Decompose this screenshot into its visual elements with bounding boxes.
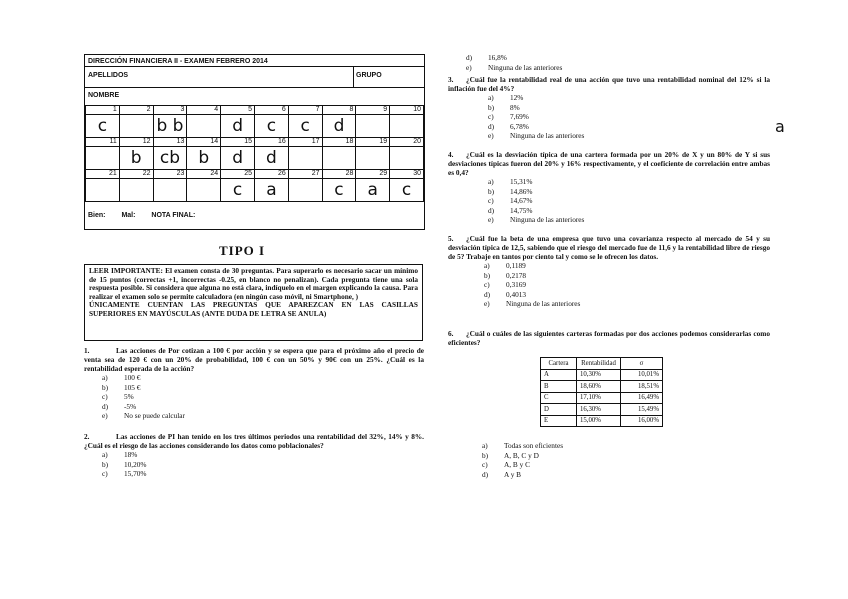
question-2-text: 2. Las acciones de PI han tenido en los tres últimos periodos una rentabilidad del 32%, 14% y 8%. ¿Cuál es el riesgo de las acciones considerando los datos como poblacionales? — [84, 432, 424, 450]
table-header-row — [541, 358, 663, 370]
cell-number: 4 — [187, 106, 221, 115]
option[interactable]: a) 12% — [488, 93, 524, 102]
option[interactable]: d) 0,4013 — [484, 289, 527, 299]
question-5-text: 5. ¿Cuál fue la beta de una empresa que tuvo una covarianza respecto al mercado de 54 y su desviación típica de 12,5, sabiendo que el riesgo del mercado fue de 11,6 y la rentabilidad libre de riesgo de 5? Trabaje en tantos por ciento tal y como se le ofrecen los datos. — [448, 234, 770, 261]
question-number: 6. — [448, 329, 454, 338]
divider — [85, 66, 424, 67]
option[interactable]: d) A y B — [482, 469, 522, 479]
instructions-caps: ÚNICAMENTE CUENTAN LAS PREGUNTAS QUE APAREZCAN EN LAS CASILLAS SUPERIORES EN MAYÚSCULAS (ANTE DUDA DE LETRA SE ANULA) — [89, 300, 418, 318]
option[interactable]: e) No se puede calcular — [102, 411, 185, 421]
cell-number: 9 — [356, 106, 390, 115]
option[interactable]: d) 6,78% — [488, 121, 529, 131]
divider — [85, 87, 424, 88]
answer-cell[interactable] — [119, 179, 153, 202]
question-6-options — [482, 441, 770, 479]
answer-cell[interactable] — [86, 179, 120, 202]
option[interactable]: b) 8% — [488, 102, 520, 112]
exam-title: DIRECCIÓN FINANCIERA II - EXAMEN FEBRERO 2014 — [88, 58, 268, 65]
option[interactable]: e) Ninguna de las anteriores — [488, 131, 585, 141]
option[interactable]: a) Todas son eficientes — [482, 441, 564, 450]
cell-number: 11 — [86, 138, 120, 147]
score-row — [88, 212, 209, 219]
question-6-text: 6. ¿Cuál o cuáles de las siguientes carteras formadas por dos acciones podemos considerarlas como eficientes? — [448, 329, 770, 347]
option[interactable]: a) 100 € — [102, 373, 141, 382]
question-2-options — [102, 450, 424, 479]
cell-number: 25 — [221, 170, 255, 179]
question-5 — [448, 234, 770, 309]
option[interactable]: d) -5% — [102, 401, 137, 411]
option[interactable]: c) 0,3169 — [484, 280, 527, 290]
option[interactable]: c) 14,67% — [488, 196, 533, 206]
question-6 — [448, 329, 770, 479]
answer-cell[interactable]: b — [187, 147, 221, 170]
cell-number: 18 — [322, 138, 356, 147]
portfolios-table — [540, 357, 663, 427]
instructions-text: LEER IMPORTANTE: El examen consta de 30 preguntas. Para superarlo es necesario sacar un mínimo de 15 puntos (correctas +1, incorrectas -0.25, en blanco no penalizan). Cada pregunta tiene una sola respuesta posible. Si considera que alguna no está clara, indíquelo en el margen explicando la causa. Para realizar el examen solo se permite calculadora (en ningún caso móvil, ni Smartphone, ) — [89, 266, 418, 301]
table-row: D 16,30% 15,49% — [541, 404, 663, 416]
question-5-options — [484, 261, 770, 309]
table-row: C 17,10% 16,49% — [541, 392, 663, 404]
cell-number: 29 — [356, 170, 390, 179]
grid-number-row — [86, 106, 424, 115]
option[interactable]: e) Ninguna de las anteriores — [488, 215, 585, 225]
grupo-label: GRUPO — [356, 72, 382, 79]
cell-number: 12 — [119, 138, 153, 147]
cell-number: 19 — [356, 138, 390, 147]
answer-cell[interactable]: d — [221, 115, 255, 138]
answer-cell[interactable] — [187, 115, 221, 138]
option[interactable]: c) A, B y C — [482, 460, 530, 470]
answer-cell[interactable]: c — [288, 115, 322, 138]
grid-answer-row — [86, 115, 424, 138]
answer-cell[interactable]: c — [390, 179, 424, 202]
answer-cell[interactable] — [356, 115, 390, 138]
cell-number: 24 — [187, 170, 221, 179]
cell-number: 26 — [255, 170, 289, 179]
cell-number: 5 — [221, 106, 255, 115]
answer-cell[interactable] — [390, 147, 424, 170]
cell-number: 15 — [221, 138, 255, 147]
option[interactable]: e) Ninguna de las anteriores — [484, 299, 581, 309]
answer-cell[interactable]: c — [322, 179, 356, 202]
option[interactable]: b) 105 € — [102, 382, 141, 392]
answer-cell[interactable]: c — [86, 115, 120, 138]
question-number: 4. — [448, 150, 454, 159]
answer-cell[interactable]: c — [255, 115, 289, 138]
answer-cell[interactable]: a — [356, 179, 390, 202]
cell-number: 3 — [153, 106, 187, 115]
question-1 — [84, 346, 424, 421]
question-number: 5. — [448, 234, 454, 243]
cell-number: 13 — [153, 138, 187, 147]
table-row: A 10,30% 10,01% — [541, 369, 663, 381]
answer-cell[interactable]: d — [322, 115, 356, 138]
cell-number: 8 — [322, 106, 356, 115]
nota-final-label: NOTA FINAL: — [151, 212, 196, 219]
question-2-options — [466, 53, 766, 72]
cell-number: 20 — [390, 138, 424, 147]
option[interactable]: c) 15,70% — [102, 469, 147, 479]
option[interactable]: d) 14,75% — [488, 205, 533, 215]
cell-number: 6 — [255, 106, 289, 115]
answer-cell[interactable]: c — [221, 179, 255, 202]
cell-number: 22 — [119, 170, 153, 179]
option[interactable]: c) 7,69% — [488, 112, 529, 122]
question-4-options — [488, 177, 770, 225]
question-1-text: 1. Las acciones de Por cotizan a 100 € por acción y se espera que para el próximo año el precio de venta sea de 120 € con un 20% de probabilidad, 100 € con un 50% y 90€ con un 25%. ¿Cuál es la rentabilidad esperada de la acción? — [84, 346, 424, 373]
question-2 — [84, 432, 424, 479]
instructions-box — [84, 264, 423, 341]
question-3-text: 3. ¿Cuál fue la rentabilidad real de una acción que tuvo una rentabilidad nominal del 12% si la inflación fue del 4%? — [448, 75, 770, 93]
option[interactable]: a) 0,1189 — [484, 261, 526, 270]
grid-number-row — [86, 170, 424, 179]
answer-cell[interactable] — [288, 179, 322, 202]
cell-number: 28 — [322, 170, 356, 179]
answer-cell[interactable]: d — [221, 147, 255, 170]
apellidos-label: APELLIDOS — [88, 72, 129, 79]
cell-number: 10 — [390, 106, 424, 115]
cell-number: 21 — [86, 170, 120, 179]
question-4 — [448, 150, 770, 225]
exam-type-heading: TIPO I — [219, 243, 266, 258]
option[interactable]: a) 15,31% — [488, 177, 533, 186]
answer-cell[interactable]: cb — [153, 147, 187, 170]
divider — [353, 66, 354, 88]
column-header: Rentabilidad — [577, 358, 621, 370]
cell-number: 27 — [288, 170, 322, 179]
column-header: σ — [621, 358, 663, 370]
question-number: 2. — [84, 432, 90, 441]
table-row: B 18,60% 18,51% — [541, 381, 663, 393]
question-1-options — [102, 373, 424, 421]
option[interactable]: e) Ninguna de las anteriores — [466, 62, 563, 72]
option[interactable]: a) 18% — [102, 450, 138, 459]
nombre-label: NOMBRE — [88, 92, 120, 99]
column-header: Cartera — [541, 358, 577, 370]
question-4-text: 4. ¿Cuál es la desviación típica de una cartera formada por un 20% de X y un 80% de Y si sus desviaciones típicas fueron del 20% y 16% respectivamente, y el coeficiente de correlación entre ambas es 0,4? — [448, 150, 770, 177]
question-number: 1. — [84, 346, 90, 355]
option[interactable]: c) 5% — [102, 392, 134, 402]
answer-cell[interactable] — [86, 147, 120, 170]
answer-cell[interactable] — [153, 179, 187, 202]
option[interactable]: b) A, B, C y D — [482, 450, 539, 460]
option[interactable]: d) 16,8% — [466, 53, 507, 62]
cell-number: 17 — [288, 138, 322, 147]
cell-number: 7 — [288, 106, 322, 115]
answer-cell[interactable] — [390, 115, 424, 138]
cell-number: 14 — [187, 138, 221, 147]
grid-answer-row — [86, 147, 424, 170]
cell-number: 30 — [390, 170, 424, 179]
answer-grid — [85, 105, 424, 202]
grid-number-row — [86, 138, 424, 147]
option[interactable]: b) 14,86% — [488, 186, 533, 196]
cell-number: 16 — [255, 138, 289, 147]
option[interactable]: b) 10,20% — [102, 459, 147, 469]
answer-cell[interactable]: a — [255, 179, 289, 202]
answer-cell[interactable]: b b — [153, 115, 187, 138]
question-3-options — [488, 93, 770, 141]
option[interactable]: b) 0,2178 — [484, 270, 527, 280]
answer-cell[interactable]: d — [255, 147, 289, 170]
mal-label: Mal: — [121, 212, 136, 219]
answer-cell[interactable] — [322, 147, 356, 170]
answer-sheet-header — [84, 54, 425, 230]
question-2-continued — [466, 53, 766, 72]
cell-number: 2 — [119, 106, 153, 115]
grid-answer-row — [86, 179, 424, 202]
cell-number: 23 — [153, 170, 187, 179]
answer-cell[interactable] — [288, 147, 322, 170]
bien-label: Bien: — [88, 212, 106, 219]
question-3 — [448, 75, 770, 141]
answer-cell[interactable] — [356, 147, 390, 170]
answer-cell[interactable] — [187, 179, 221, 202]
question-number: 3. — [448, 75, 454, 84]
cell-number: 1 — [86, 106, 120, 115]
answer-cell[interactable]: b — [119, 147, 153, 170]
table-row: E 15,00% 16,00% — [541, 415, 663, 427]
handwritten-mark: a — [775, 117, 785, 136]
answer-cell[interactable] — [119, 115, 153, 138]
